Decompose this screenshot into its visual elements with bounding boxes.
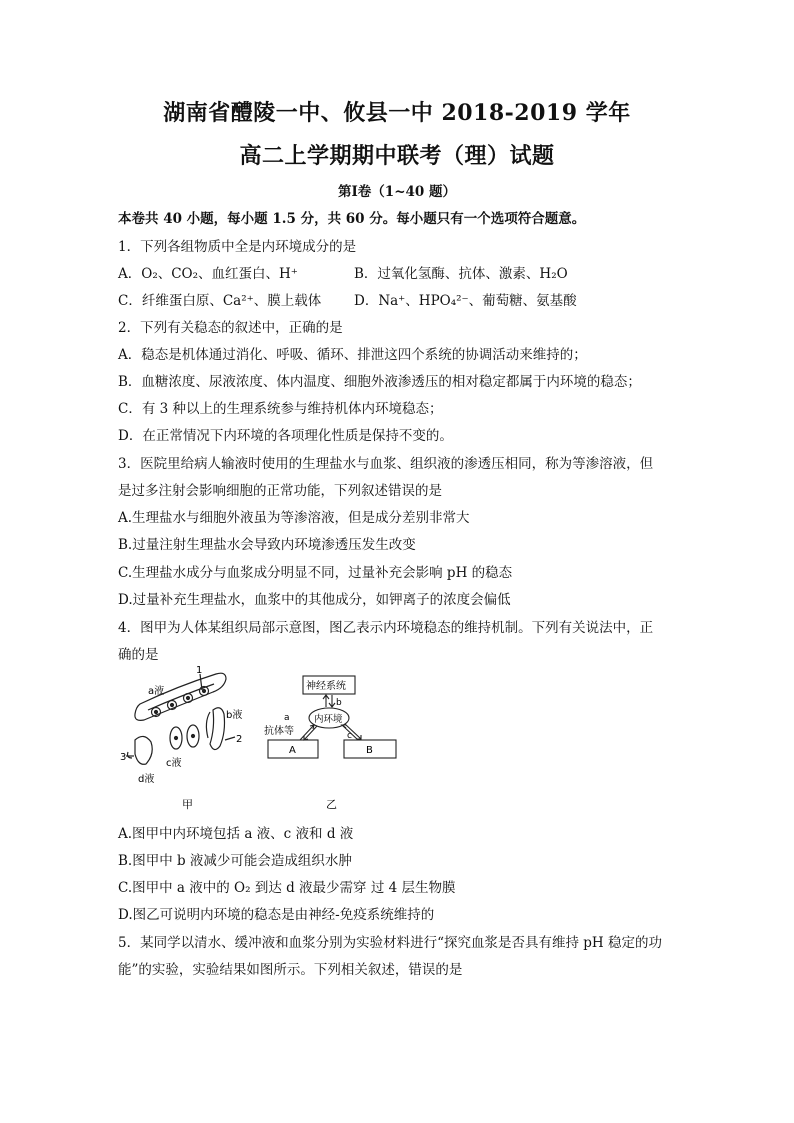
q5-stem-line2: 能”的实验，实验结果如图所示。下列相关叙述，错误的是 [118, 962, 463, 978]
q1-option-a: A．O₂、CO₂、血红蛋白、H⁺ [118, 266, 298, 282]
q3-option-c: C.生理盐水成分与血浆成分明显不同，过量补充会影响 pH 的稳态 [118, 565, 513, 581]
box-b-label: B [366, 745, 373, 756]
q4-option-d: D.图乙可说明内环境的稳态是由神经-免疫系统维持的 [118, 907, 435, 923]
label-c-arrow: c [347, 731, 352, 741]
q3-stem-line2: 是过多注射会影响细胞的正常功能，下列叙述错误的是 [118, 483, 442, 499]
box-nervous-system: 神经系统 [306, 681, 346, 692]
box-a-label: A [289, 745, 296, 756]
q1-option-d: D．Na⁺、HPO₄²⁻、葡萄糖、氨基酸 [354, 293, 577, 309]
q2-stem: 2．下列有关稳态的叙述中，正确的是 [118, 320, 343, 336]
q3-option-b: B.过量注射生理盐水会导致内环境渗透压发生改变 [118, 537, 416, 553]
label-b-liquid: b液 [226, 710, 243, 721]
label-c-liquid: c液 [166, 758, 182, 769]
q2-option-c: C．有 3 种以上的生理系统参与维持机体内环境稳态； [118, 401, 443, 417]
q4-option-a: A.图甲中内环境包括 a 液、c 液和 d 液 [118, 826, 354, 842]
exam-title-line1: 湖南省醴陵一中、攸县一中 2018-2019 学年 [163, 100, 631, 126]
label-antibody: 抗体等 [264, 726, 294, 737]
label-number-1: 1 [196, 665, 203, 676]
q4-stem-line2: 确的是 [118, 647, 159, 663]
q3-option-d: D.过量补充生理盐水，血浆中的其他成分，如钾离子的浓度会偏低 [118, 592, 511, 608]
q3-stem-line1: 3．医院里给病人输液时使用的生理盐水与血浆、组织液的渗透压相同，称为等渗溶液，但 [118, 456, 654, 472]
exam-title-line2: 高二上学期期中联考（理）试题 [239, 143, 555, 169]
instructions: 本卷共 40 小题，每小题 1.5 分，共 60 分。每小题只有一个选项符合题意。 [118, 211, 586, 227]
q2-option-a: A．稳态是机体通过消化、呼吸、循环、排泄这四个系统的协调活动来维持的； [118, 347, 587, 363]
q5-stem-line1: 5．某同学以清水、缓冲液和血浆分别为实验材料进行“探究血浆是否具有维持 pH 稳定的功 [118, 935, 662, 951]
q4-figure [118, 662, 418, 812]
q3-option-a: A.生理盐水与细胞外液虽为等渗溶液，但是成分差别非常大 [118, 510, 470, 526]
label-a-arrow: a [284, 713, 290, 723]
q2-option-b: B．血糖浓度、尿液浓度、体内温度、细胞外液渗透压的相对稳定都属于内环境的稳态； [118, 374, 641, 390]
label-b-arrow: b [336, 698, 342, 708]
volume-heading: 第Ⅰ卷（1~40 题） [337, 184, 456, 200]
q1-stem: 1．下列各组物质中全是内环境成分的是 [118, 239, 357, 255]
label-number-3: 3 [120, 752, 127, 763]
label-a-liquid: a液 [148, 686, 165, 697]
q4-option-b: B.图甲中 b 液减少可能会造成组织水肿 [118, 853, 352, 869]
label-d-liquid: d液 [138, 774, 155, 785]
q4-option-c: C.图甲中 a 液中的 O₂ 到达 d 液最少需穿 过 4 层生物膜 [118, 880, 456, 896]
figure-label-jia: 甲 [182, 798, 193, 811]
q2-option-d: D．在正常情况下内环境的各项理化性质是保持不变的。 [118, 428, 453, 444]
figure-label-yi: 乙 [326, 798, 337, 811]
q4-stem-line1: 4．图甲为人体某组织局部示意图，图乙表示内环境稳态的维持机制。下列有关说法中，正 [118, 620, 654, 636]
ellipse-internal-environment: 内环境 [314, 714, 343, 725]
q1-option-b: B．过氧化氢酶、抗体、激素、H₂O [354, 266, 568, 282]
q1-option-c: C．纤维蛋白原、Ca²⁺、膜上载体 [118, 293, 322, 309]
figure-jia-diagram [126, 673, 235, 764]
label-number-2: 2 [236, 734, 243, 745]
